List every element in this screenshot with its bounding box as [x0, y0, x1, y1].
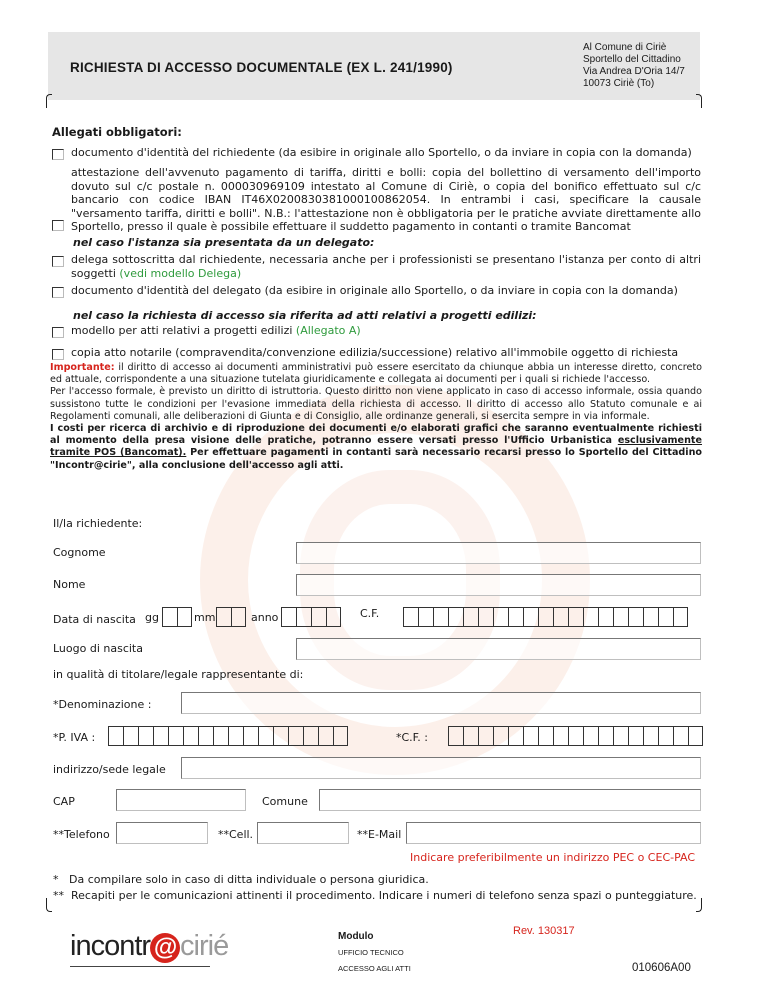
cognome-field[interactable] — [296, 542, 701, 564]
logo-at-icon: @ — [150, 933, 180, 963]
denominazione-label: *Denominazione : — [53, 698, 152, 711]
checkbox-delegate-identity[interactable] — [52, 287, 64, 298]
document-title: RICHIESTA DI ACCESSO DOCUMENTALE (EX L. 241/1990) — [70, 60, 453, 75]
cf-label: C.F. — [360, 607, 380, 620]
requester-label: Il/la richiedente: — [53, 517, 143, 530]
day-label: gg — [145, 611, 159, 624]
codice-fiscale-boxes[interactable] — [403, 607, 688, 627]
logo-underline — [70, 966, 210, 967]
recipient-address — [583, 42, 685, 90]
corner-mark — [46, 94, 52, 108]
checkbox-identity-document[interactable] — [52, 149, 64, 160]
piva-boxes[interactable] — [108, 726, 348, 746]
important-p3-underline: esclusivamente tramite POS (Bancomat). — [50, 435, 702, 459]
corner-mark — [696, 94, 702, 108]
delegate-heading: nel caso l'istanza sia presentata da un delegato: — [73, 236, 375, 249]
checkbox-building-model[interactable] — [52, 327, 64, 338]
delegation-model-link[interactable]: (vedi modello Delega) — [119, 266, 242, 280]
important-p3a: I costi per ricerca di archivio e di riproduzione dei documenti e/o elaborati grafici che saranno eventualmente richiesti al momento della presa visione delle pratiche, potranno essere versati presso l'Ufficio Urbanistica — [50, 423, 702, 447]
allegato-a-link[interactable]: (Allegato A) — [295, 324, 361, 337]
checkbox-payment-proof[interactable] — [52, 220, 64, 231]
footnote-double-star: ** Recapiti per le comunicazioni attinenti il procedimento. Indicare i numeri di telefono senza spazi o punteggiature. — [53, 889, 697, 902]
month-label: mm — [194, 611, 216, 624]
important-p2: Per l'accesso formale, è previsto un diritto di istruttoria. Questo diritto non viene applicato in caso di accesso informale, ossia quando sussistono tutte le condizioni per l'evasione immediata della richiesta di accesso. Il diritto di accesso allo Statuto comunale e ai Regolamenti comunali, alle deliberazioni di Giunta e di Consiglio, alle ordinanze generali, si esercita sempre in via informale. — [50, 386, 702, 422]
attachment-delegate-identity: documento d'identità del delegato (da esibire in originale allo Sportello, o da inviare in copia con la domanda) — [71, 284, 678, 297]
address-label: indirizzo/sede legale — [53, 763, 166, 776]
checkbox-notarial-deed[interactable] — [52, 349, 64, 360]
address-field[interactable] — [181, 757, 701, 779]
form-name-label: ACCESSO AGLI ATTI — [338, 964, 411, 973]
address-line: 10073 Ciriè (To) — [583, 78, 655, 89]
address-line: Sportello del Cittadino — [583, 54, 681, 65]
revision-label: Rev. 130317 — [513, 925, 575, 937]
telefono-label: **Telefono — [53, 828, 110, 841]
office-label: UFFICIO TECNICO — [338, 948, 404, 957]
important-label: Importante: — [50, 362, 115, 373]
birth-day-boxes[interactable] — [162, 607, 192, 627]
piva-label: *P. IVA : — [53, 731, 96, 744]
telefono-field[interactable] — [116, 822, 208, 844]
email-hint: Indicare preferibilmente un indirizzo PEC o CEC-PAC — [410, 851, 696, 864]
delegation-text: delega sottoscritta dal richiedente, necessaria anche per i professionisti se presentano l'istanza per conto di altri soggetti — [71, 253, 701, 280]
company-cf-boxes[interactable] — [448, 726, 703, 746]
comune-label: Comune — [262, 795, 308, 808]
logo-text-b: cirié — [180, 930, 229, 962]
attachment-delegation — [71, 253, 701, 280]
capacity-label: in qualità di titolare/legale rappresentante di: — [53, 668, 304, 681]
denominazione-field[interactable] — [181, 692, 701, 714]
address-line: Via Andrea D'Oria 14/7 — [583, 66, 685, 77]
birthplace-label: Luogo di nascita — [53, 642, 143, 655]
attachment-notarial-deed: copia atto notarile (compravendita/convenzione edilizia/successione) relativo all'immobile oggetto di richiesta — [71, 346, 679, 359]
birthdate-label: Data di nascita — [53, 613, 136, 626]
attachment-building-model — [71, 324, 701, 338]
important-p1: il diritto di accesso ai documenti amministrativi può essere esercitato da chiunque abbia un interesse diretto, concreto ed attuale, corrispondente a una situazione tutelata giuridicamente e collegata ai documenti per i quali si richiede l'accesso. — [50, 362, 702, 386]
cap-field[interactable] — [116, 789, 246, 811]
attachment-payment: attestazione dell'avvenuto pagamento di tariffa, diritti e bolli: copia del bollettino di versamento dell'importo dovuto sul c/c postale n. 000030969109 intestato al Comune di Ciriè, o copia del bonifico effettuato sul c/c bancario con codice IBAN IT46X0200830381000100862054. In entrambi i casi, specificare la causale "versamento tariffa, diritti e bolli". N.B.: l'attestazione non è obbligatoria per le pratiche avviate direttamente allo Sportello, presso il quale è possibile effettuare il suddetto pagamento in contanti o tramite Bancomat — [71, 166, 701, 234]
checkbox-delegation[interactable] — [52, 256, 64, 267]
email-field[interactable] — [406, 822, 701, 844]
incontr-cirie-logo — [70, 930, 228, 963]
birth-year-boxes[interactable] — [281, 607, 341, 627]
cell-label: **Cell. — [218, 828, 254, 841]
footnotes — [53, 872, 697, 904]
corner-mark — [696, 898, 702, 912]
building-heading: nel caso la richiesta di accesso sia riferita ad atti relativi a progetti edilizi: — [73, 309, 537, 322]
nome-label: Nome — [53, 578, 86, 591]
nome-field[interactable] — [296, 574, 701, 596]
cell-field[interactable] — [257, 822, 349, 844]
attachments-heading: Allegati obbligatori: — [52, 125, 182, 139]
birth-month-boxes[interactable] — [216, 607, 246, 627]
corner-mark — [46, 898, 52, 912]
email-label: **E-Mail — [357, 828, 402, 841]
year-label: anno — [251, 611, 279, 624]
form-code: 010606A00 — [632, 962, 691, 974]
important-notice — [50, 362, 702, 472]
birthplace-field[interactable] — [296, 638, 701, 660]
footnote-single-star: * Da compilare solo in caso di ditta individuale o persona giuridica. — [53, 873, 429, 886]
logo-text-a: incontr — [70, 930, 151, 962]
cap-label: CAP — [53, 795, 75, 808]
building-model-text: modello per atti relativi a progetti edilizi — [71, 324, 293, 337]
comune-field[interactable] — [319, 789, 701, 811]
cognome-label: Cognome — [53, 546, 106, 559]
company-cf-label: *C.F. : — [396, 731, 428, 744]
modulo-label: Modulo — [338, 931, 374, 942]
address-line: Al Comune di Ciriè — [583, 42, 667, 53]
attachment-identity: documento d'identità del richiedente (da esibire in originale allo Sportello, o da inviare in copia con la domanda) — [71, 146, 692, 159]
important-p3b: Per effettuare pagamenti in contanti sarà necessario recarsi presso lo Sportello del Cittadino "Incontr@cirie", alla conclusione dell'accesso agli atti. — [50, 447, 702, 471]
